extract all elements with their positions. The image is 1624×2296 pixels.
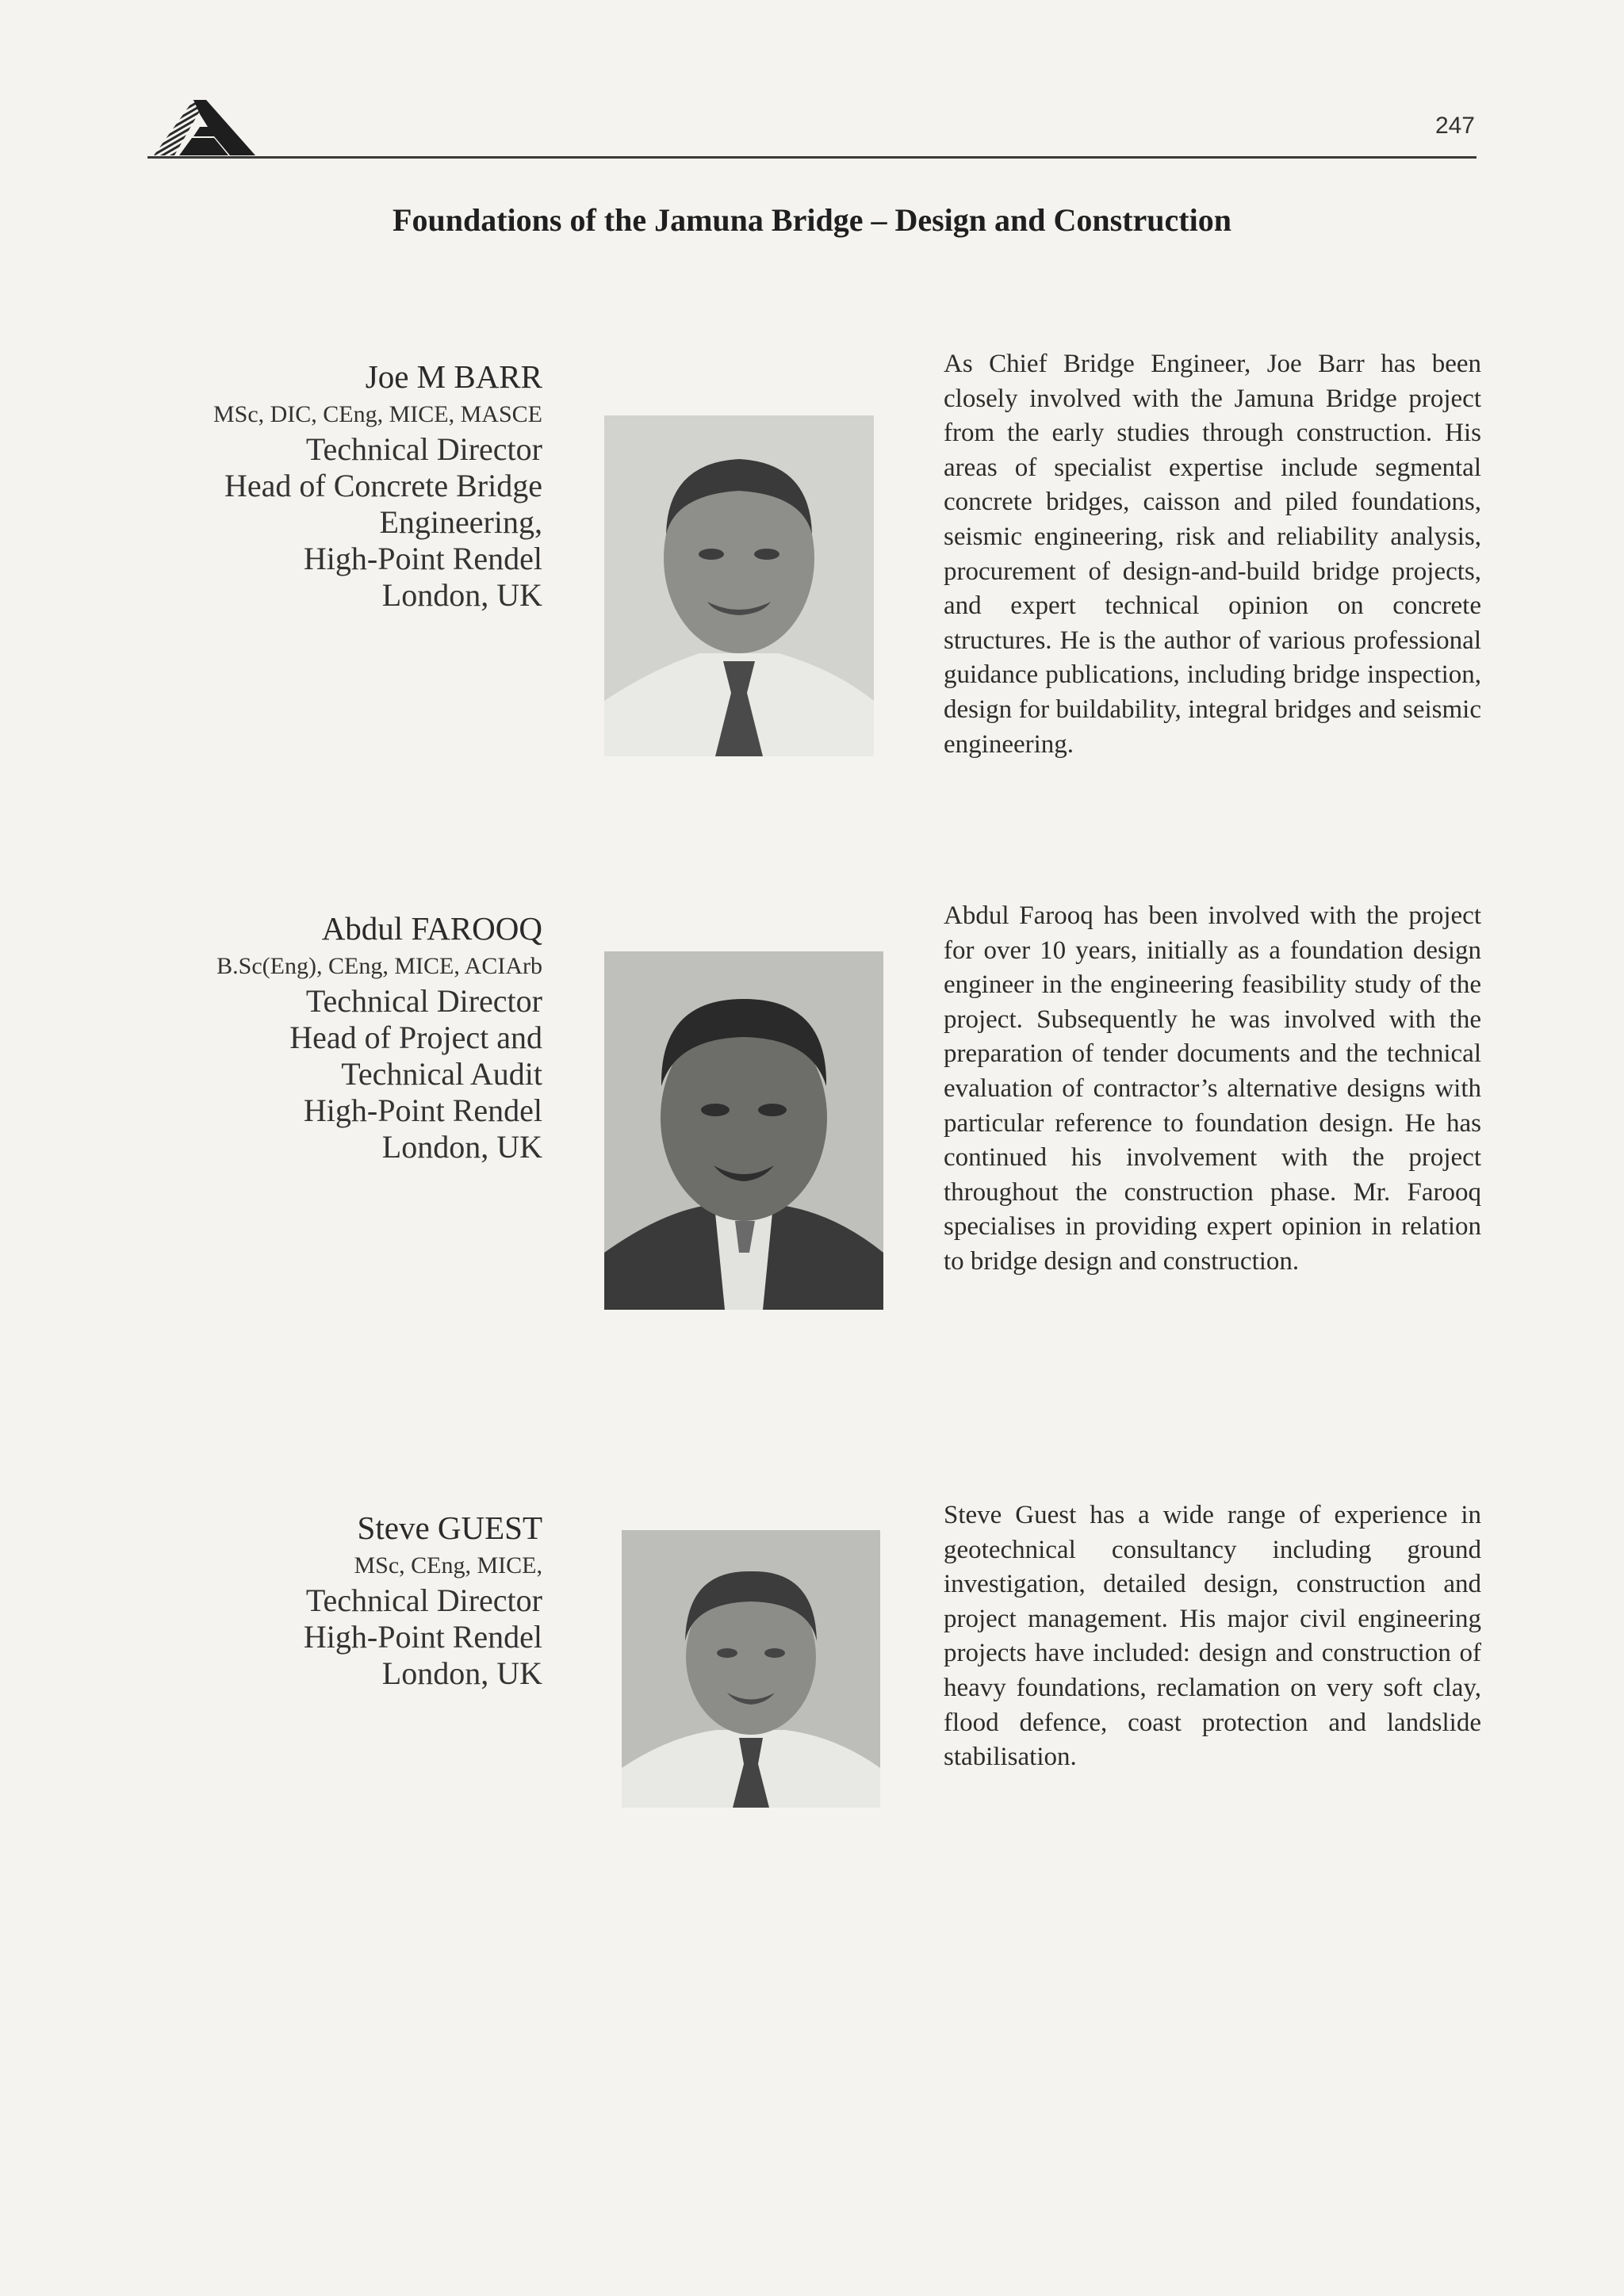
biography-text: As Chief Bridge Engineer, Joe Barr has been closely involved with the Jamuna Bridge project from the early studies through construction. His areas of specialist expertise include segmental concrete bridges, caisson and piled foundations, seismic engineering, risk and reliability analysis, procurement of design-and-build bridge projects, and expert technical opinion on concrete structures. He is the author of various professional guidance publications, including bridge inspection, design for buildability, integral bridges and seismic engineering. bbox=[944, 350, 1481, 759]
role-line: Head of Project and bbox=[289, 1020, 542, 1055]
role-line: Head of Concrete Bridge bbox=[224, 468, 542, 503]
portrait-photo bbox=[622, 1530, 880, 1808]
biography-text: Abdul Farooq has been involved with the project for over 10 years, initially as a foundation design engineer in the engineering feasibility study of the project. Subsequently he was involved with the preparation of tender documents and the technical evaluation of contractor’s alternative designs with particular reference to foundation design. He has continued his involvement with the project throughout the construction phase. Mr. Farooq specialises in providing expert opinion in relation to bridge design and construction. bbox=[944, 901, 1481, 1276]
triangle-logo-icon bbox=[147, 97, 259, 157]
portrait-photo bbox=[604, 951, 883, 1310]
document-title: Foundations of the Jamuna Bridge – Design and Construction bbox=[393, 202, 1231, 238]
page-number: 247 bbox=[1434, 113, 1475, 139]
person-name: Joe M BARR bbox=[365, 358, 542, 395]
role-line: High-Point Rendel bbox=[303, 1093, 542, 1128]
role-line: Technical Audit bbox=[341, 1056, 542, 1092]
person-name: Steve GUEST bbox=[357, 1510, 542, 1546]
credentials-block bbox=[98, 910, 542, 1165]
qualifications: MSc, CEng, MICE, bbox=[354, 1552, 542, 1578]
qualifications: MSc, DIC, CEng, MICE, MASCE bbox=[213, 401, 542, 427]
credentials-block bbox=[98, 1510, 542, 1692]
biography-text: Steve Guest has a wide range of experience in geotechnical consultancy including ground investigation, detailed design, construction and project management. His major civil engineering projects have included: design and construction of heavy foundations, reclamation on very soft clay, flood defence, coast protection and landslide stabilisation. bbox=[944, 1501, 1481, 1772]
qualifications: B.Sc(Eng), CEng, MICE, ACIArb bbox=[216, 953, 542, 979]
role-line: High-Point Rendel bbox=[303, 541, 542, 576]
role-line: London, UK bbox=[381, 1655, 542, 1691]
role-line: London, UK bbox=[381, 1129, 542, 1165]
role-line: Engineering, bbox=[379, 504, 542, 540]
portrait-photo bbox=[604, 415, 874, 756]
header-rule bbox=[147, 156, 1477, 159]
role-line: London, UK bbox=[381, 577, 542, 613]
person-name: Abdul FAROOQ bbox=[321, 910, 542, 947]
role-line: Technical Director bbox=[305, 431, 542, 467]
role-line: High-Point Rendel bbox=[303, 1619, 542, 1655]
role-line: Technical Director bbox=[305, 1582, 542, 1618]
credentials-block bbox=[98, 358, 542, 614]
role-line: Technical Director bbox=[305, 983, 542, 1019]
